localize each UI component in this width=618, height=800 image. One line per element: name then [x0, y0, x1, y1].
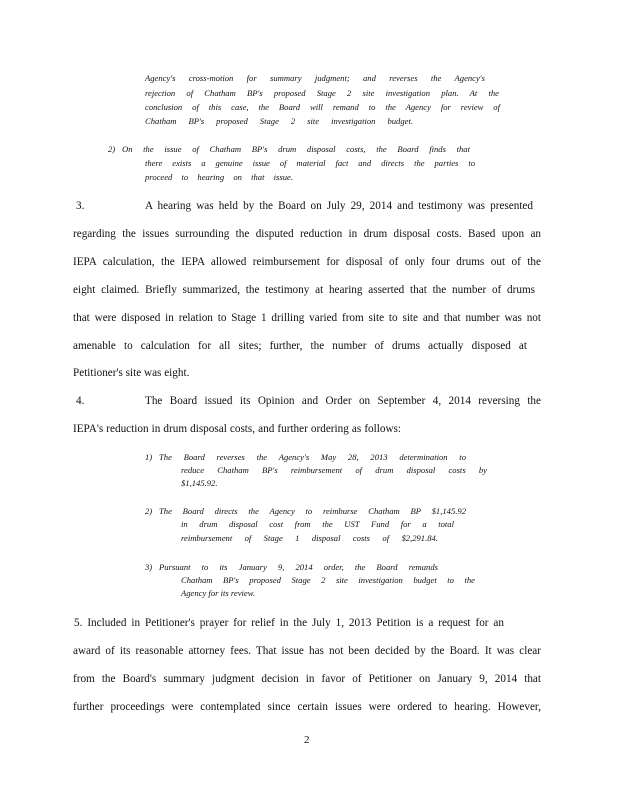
- body-line: regarding the issues surrounding the disputed reduction in drum disposal costs. Based upon an: [73, 228, 541, 240]
- order-line: Chatham BP's proposed Stage 2 site investigation budget to the: [181, 575, 475, 585]
- order-line: reimbursement of Stage 1 disposal costs of $2,291.84.: [181, 533, 438, 543]
- quote-line: proceed to hearing on that issue.: [145, 172, 293, 182]
- quote-line: Chatham BP's proposed Stage 2 site investigation budget.: [145, 116, 413, 126]
- order-line: Pursuant to its January 9, 2014 order, the Board remands: [159, 562, 438, 572]
- list-number: 3): [145, 562, 153, 572]
- body-line: award of its reasonable attorney fees. That issue has not been decided by the Board. It was clear: [73, 645, 541, 657]
- quote-line: Agency's cross-motion for summary judgment; and reverses the Agency's: [145, 73, 485, 83]
- paragraph-number: 3.: [76, 200, 85, 212]
- body-line: from the Board's summary judgment decision in favor of Petitioner on January 9, 2014 that: [73, 673, 541, 685]
- body-line: IEPA calculation, the IEPA allowed reimbursement for disposal of only four drums out of the: [73, 256, 541, 268]
- order-line: Agency for its review.: [181, 588, 255, 598]
- order-line: $1,145.92.: [181, 478, 218, 488]
- body-line: The Board issued its Opinion and Order on September 4, 2014 reversing the: [145, 395, 541, 407]
- list-number: 1): [145, 452, 153, 462]
- list-number: 2): [108, 144, 116, 154]
- body-line: that were disposed in relation to Stage 1 drilling varied from site to site and that number was not: [73, 312, 541, 324]
- body-line: IEPA's reduction in drum disposal costs, and further ordering as follows:: [73, 423, 401, 435]
- quote-line: On the issue of Chatham BP's drum disposal costs, the Board finds that: [122, 144, 470, 154]
- body-line: A hearing was held by the Board on July 29, 2014 and testimony was presented: [145, 200, 533, 212]
- quote-line: there exists a genuine issue of material fact and directs the parties to: [145, 158, 475, 168]
- paragraph-number: 4.: [76, 395, 85, 407]
- body-line: amenable to calculation for all sites; further, the number of drums actually disposed at: [73, 340, 527, 352]
- quote-line: conclusion of this case, the Board will remand to the Agency for review of: [145, 102, 500, 112]
- body-line: eight claimed. Briefly summarized, the testimony at hearing asserted that the number of drums: [73, 284, 535, 296]
- order-line: The Board directs the Agency to reimburse Chatham BP $1,145.92: [159, 506, 466, 516]
- page-number: 2: [304, 734, 310, 746]
- order-line: in drum disposal cost from the UST Fund for a total: [181, 519, 454, 529]
- body-line: 5. Included in Petitioner's prayer for relief in the July 1, 2013 Petition is a request for an: [74, 617, 504, 629]
- quote-line: rejection of Chatham BP's proposed Stage 2 site investigation plan. At the: [145, 88, 499, 98]
- body-line: further proceedings were contemplated since certain issues were ordered to hearing. However,: [73, 701, 541, 713]
- list-number: 2): [145, 506, 153, 516]
- order-line: reduce Chatham BP's reimbursement of drum disposal costs by: [181, 465, 487, 475]
- order-line: The Board reverses the Agency's May 28, 2013 determination to: [159, 452, 466, 462]
- body-line: Petitioner's site was eight.: [73, 367, 190, 379]
